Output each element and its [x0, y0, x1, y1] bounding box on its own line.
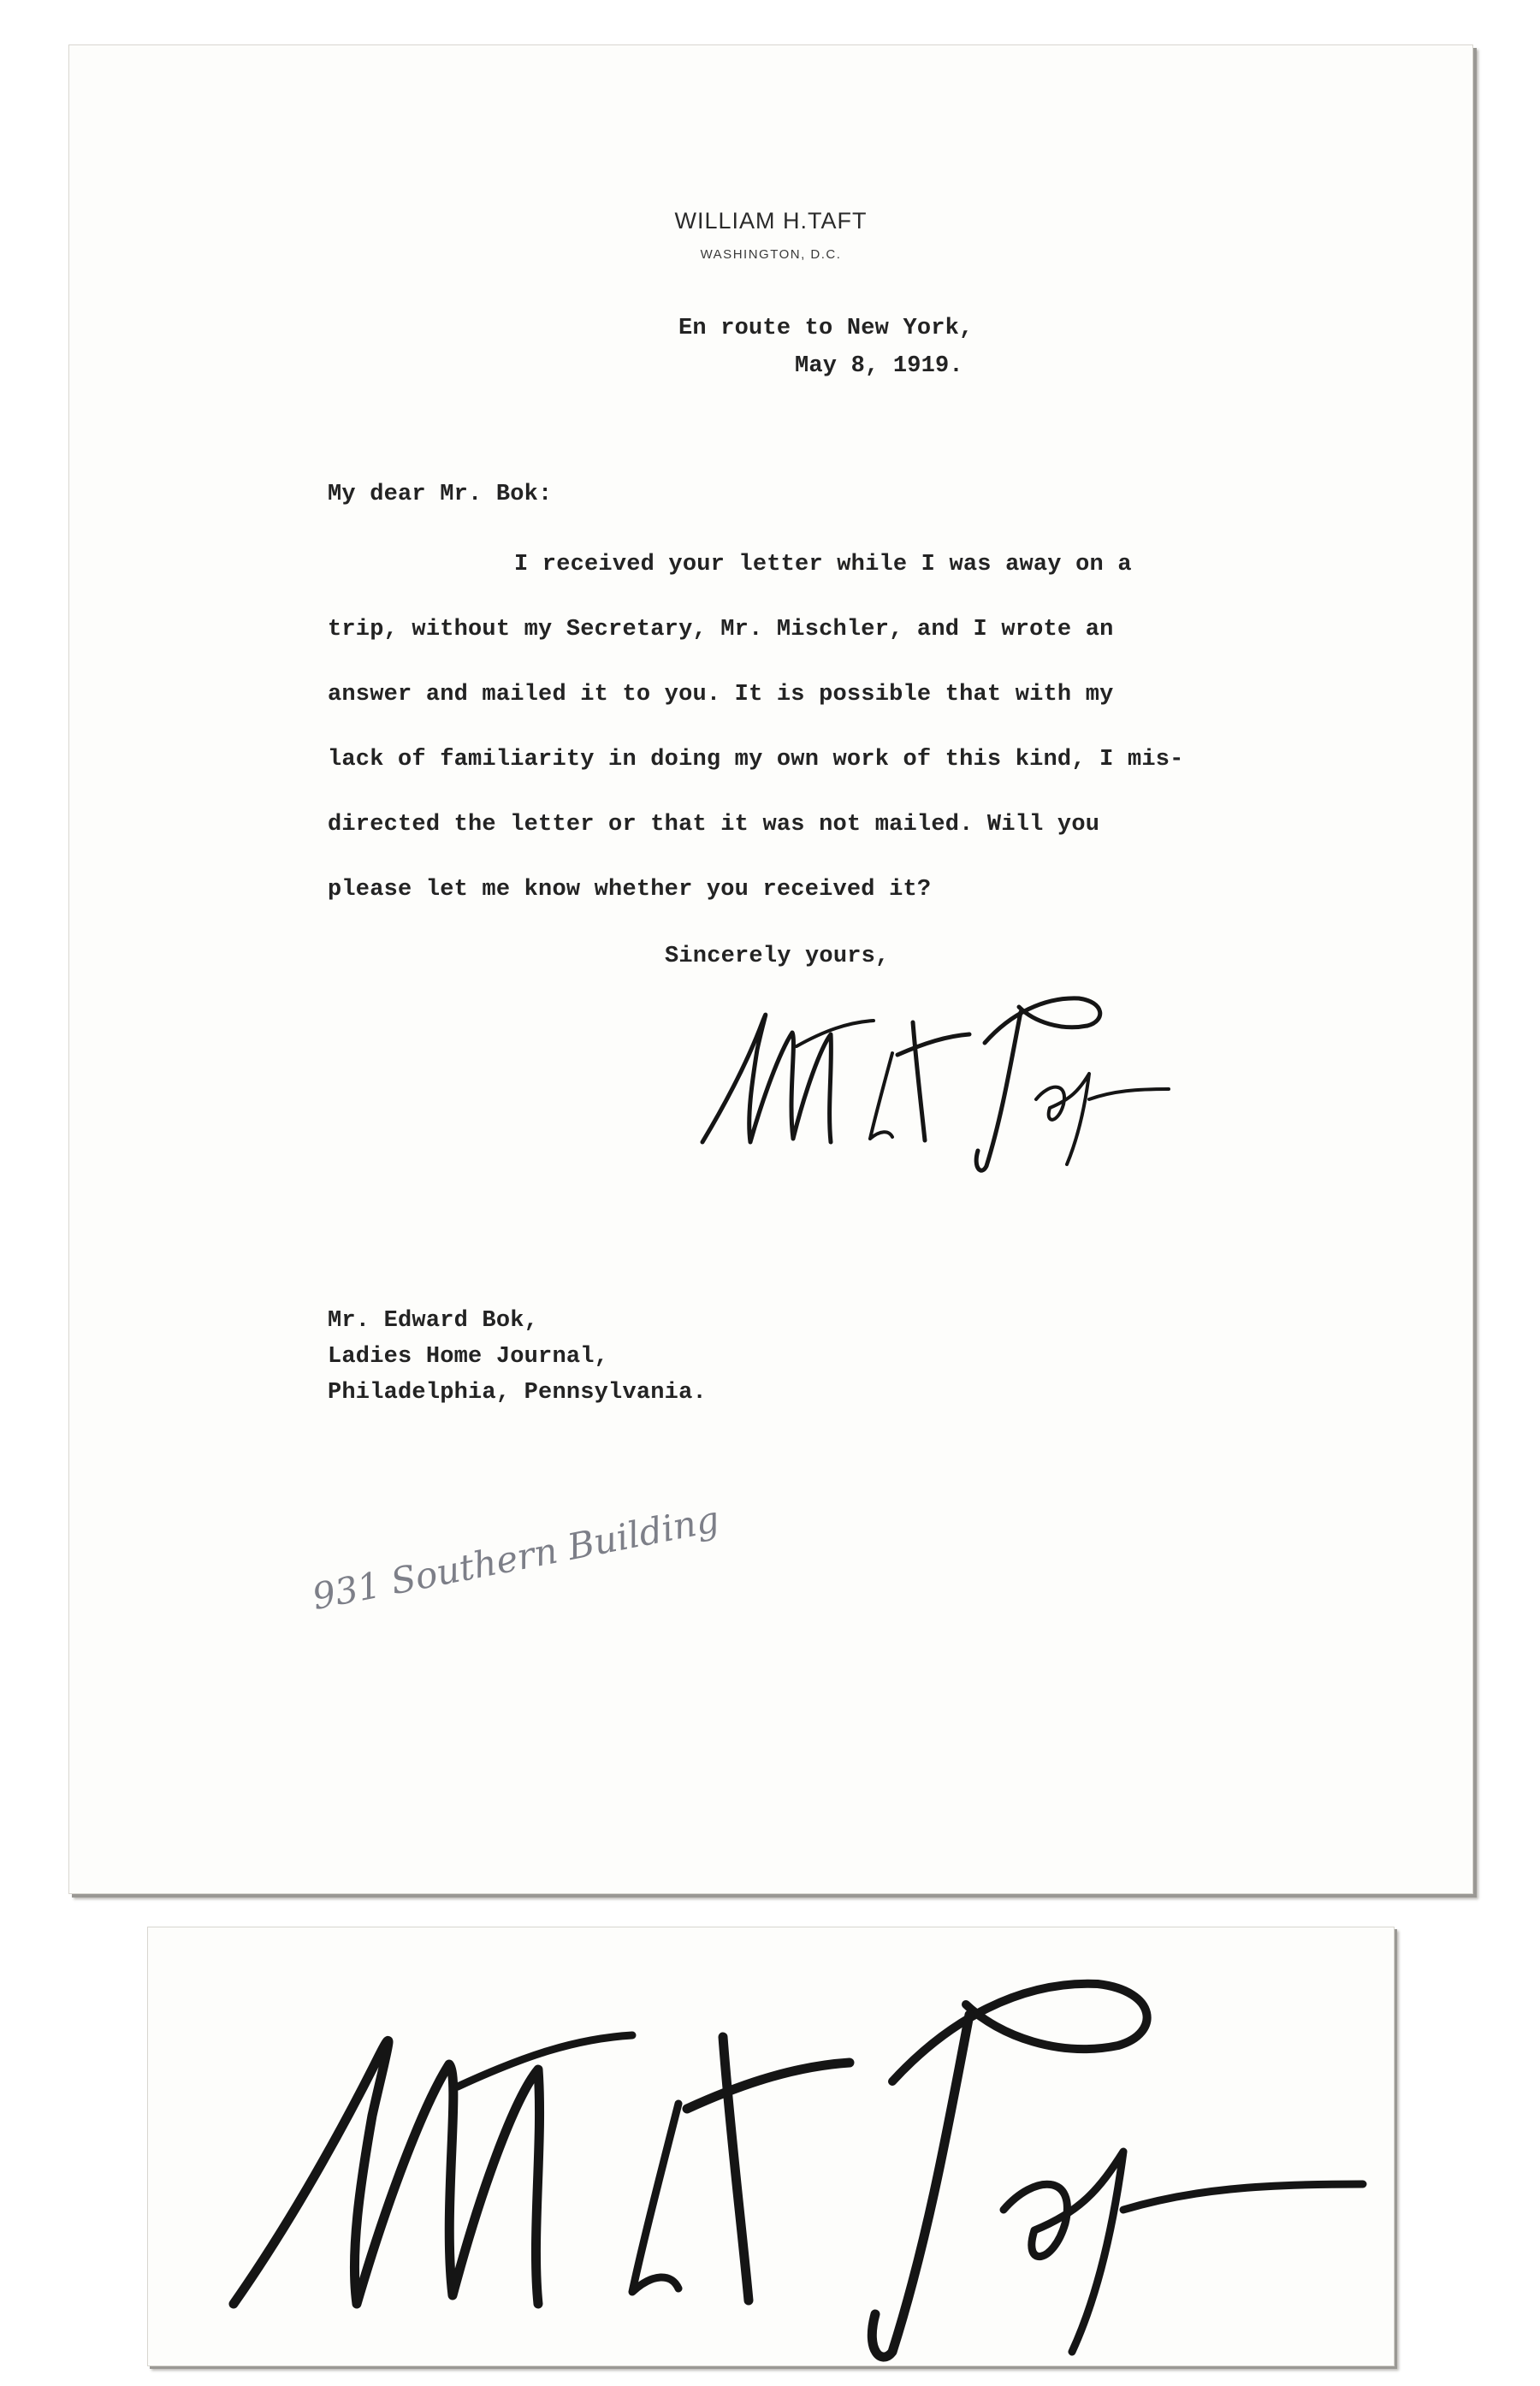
handwritten-note: 931 Southern Building [309, 1497, 723, 1619]
address-line: Ladies Home Journal, [328, 1344, 609, 1370]
body-line: please let me know whether you received it? [328, 877, 932, 903]
letterhead-city: WASHINGTON, D.C. [700, 247, 842, 262]
letter-sheet [68, 44, 1473, 1894]
salutation: My dear Mr. Bok: [328, 482, 553, 507]
body-line: directed the letter or that it was not mailed. Will you [328, 812, 1100, 838]
body-line: lack of familiarity in doing my own work of this kind, I mis- [328, 747, 1184, 773]
dateline-date: May 8, 1919. [795, 353, 963, 379]
signature-detail-panel [147, 1927, 1395, 2366]
address-line: Mr. Edward Bok, [328, 1308, 539, 1334]
body-line: I received your letter while I was away on a [514, 552, 1132, 577]
body-line: trip, without my Secretary, Mr. Mischler, and I wrote an [328, 617, 1114, 642]
letterhead-name: WILLIAM H.TAFT [674, 208, 868, 234]
body-line: answer and mailed it to you. It is possible that with my [328, 682, 1114, 708]
signature-image [668, 971, 1182, 1176]
dateline-place: En route to New York, [678, 316, 974, 341]
closing: Sincerely yours, [665, 944, 890, 969]
signature-detail-image [148, 1927, 1394, 2365]
address-line: Philadelphia, Pennsylvania. [328, 1380, 707, 1406]
